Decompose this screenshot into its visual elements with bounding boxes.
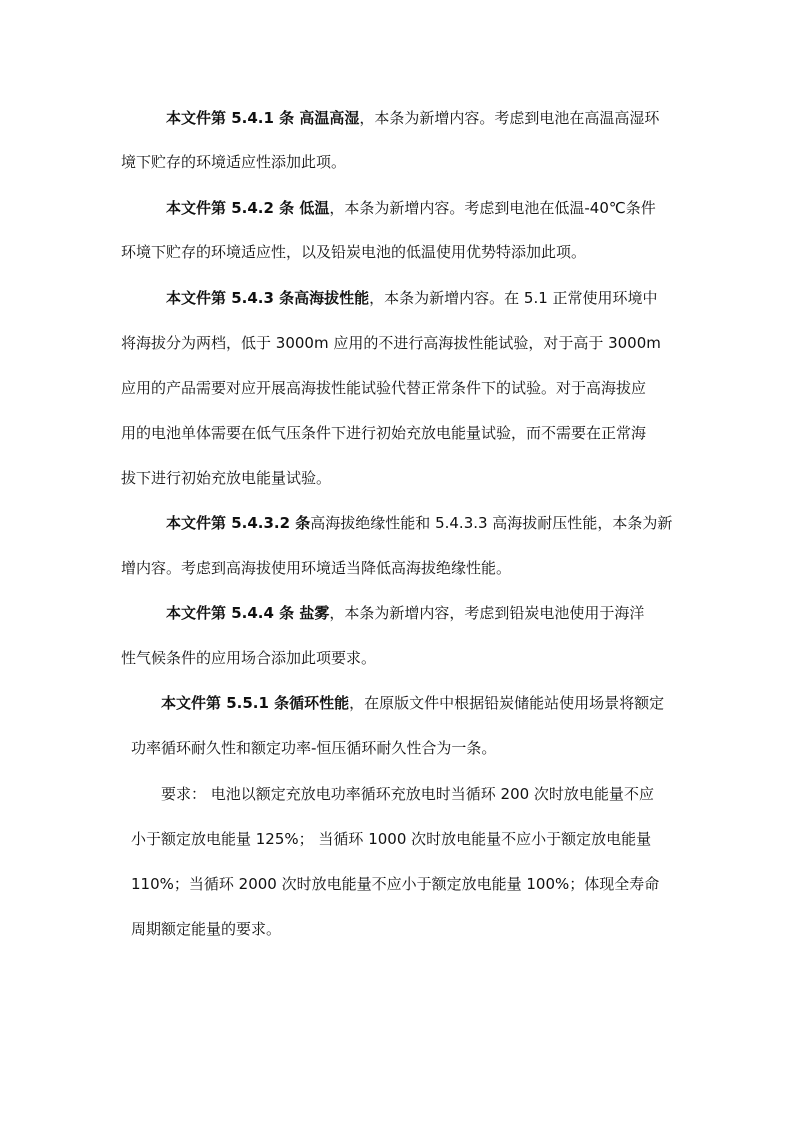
paragraph-4-line-1 (166, 512, 672, 534)
paragraph-1-line-1 (166, 107, 659, 129)
paragraph-7-line-1: 要求： 电池以额定充放电功率循环充放电时当循环 200 次时放电能量不应 (161, 785, 654, 803)
paragraph-7-line-3: 110%；当循环 2000 次时放电能量不应小于额定放电能量 100%；体现全寿命 (131, 875, 660, 893)
paragraph-2-line-2: 环境下贮存的环境适应性，以及铅炭电池的低温使用优势特添加此项。 (121, 243, 587, 261)
paragraph-3-line-5: 拔下进行初始充放电能量试验。 (121, 469, 332, 487)
paragraph-2-line-1 (166, 197, 656, 219)
clause-heading: 本文件第 5.4.3 条高海拔性能 (166, 289, 370, 307)
paragraph-text: ，本条为新增内容。考虑到电池在低温-40℃条件 (329, 199, 656, 217)
paragraph-3-line-4: 用的电池单体需要在低气压条件下进行初始充放电能量试验，而不需要在正常海 (121, 424, 647, 442)
paragraph-text: ，本条为新增内容。考虑到电池在高温高湿环 (359, 109, 660, 127)
paragraph-3-line-2: 将海拔分为两档，低于 3000m 应用的不进行高海拔性能试验，对于高于 3000m (121, 334, 661, 352)
clause-heading: 本文件第 5.4.4 条 盐雾 (166, 604, 330, 622)
paragraph-5-line-2: 性气候条件的应用场合添加此项要求。 (121, 649, 377, 667)
paragraph-4-line-2: 增内容。考虑到高海拔使用环境适当降低高海拔绝缘性能。 (121, 559, 512, 577)
clause-heading: 本文件第 5.4.3.2 条 (166, 514, 311, 532)
paragraph-6-line-1 (161, 692, 664, 714)
paragraph-1-line-2: 境下贮存的环境适应性添加此项。 (121, 153, 347, 171)
paragraph-7-line-2: 小于额定放电能量 125%； 当循环 1000 次时放电能量不应小于额定放电能量 (131, 830, 652, 848)
clause-heading: 本文件第 5.5.1 条循环性能 (161, 694, 350, 712)
paragraph-7-line-4: 周期额定能量的要求。 (131, 920, 282, 938)
paragraph-text: ，在原版文件中根据铅炭储能站使用场景将额定 (349, 694, 665, 712)
paragraph-5-line-1 (166, 602, 644, 624)
clause-heading: 本文件第 5.4.1 条 高温高湿 (166, 109, 360, 127)
paragraph-text: ，本条为新增内容，考虑到铅炭电池使用于海洋 (329, 604, 645, 622)
paragraph-6-line-2: 功率循环耐久性和额定功率-恒压循环耐久性合为一条。 (131, 739, 497, 757)
paragraph-3-line-3: 应用的产品需要对应开展高海拔性能试验代替正常条件下的试验。对于高海拔应 (121, 379, 647, 397)
clause-heading: 本文件第 5.4.2 条 低温 (166, 199, 330, 217)
paragraph-text: ，本条为新增内容。在 5.1 正常使用环境中 (369, 289, 658, 307)
paragraph-3-line-1 (166, 287, 658, 309)
paragraph-text: 高海拔绝缘性能和 5.4.3.3 高海拔耐压性能，本条为新 (310, 514, 673, 532)
